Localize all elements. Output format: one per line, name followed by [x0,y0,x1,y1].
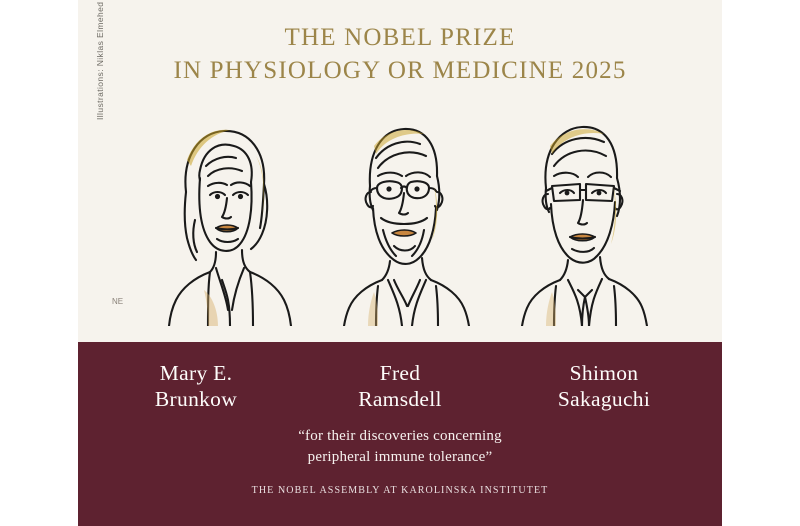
portrait-mary-brunkow [138,100,306,326]
laureate-name-1-line-2: Brunkow [154,387,238,412]
illustration-panel [78,0,722,342]
laureate-name-1-line-1: Mary E. [159,361,233,385]
motivation-line-1: “for their discoveries concerning [298,428,502,445]
laureate-name-2-line-2: Ramsdell [358,387,442,412]
laureate-name-1 [101,360,291,412]
laureate-names [78,342,722,412]
laureate-name-3-line-2: Sakaguchi [557,387,651,412]
portrait-fred-ramsdell [316,100,484,326]
motivation-line-2: peripheral immune tolerance” [307,449,493,466]
illustration-credit: Illustrations: Niklas Elmehed [95,1,105,120]
prize-motivation [78,426,722,467]
title-line-2: IN PHYSIOLOGY OR MEDICINE 2025 [173,57,627,85]
nobel-prize-poster [78,0,722,526]
laureate-name-3 [509,360,699,412]
laureates-banner [78,342,722,526]
portrait-shimon-sakaguchi [494,100,662,326]
laureate-portraits [78,96,722,326]
artist-signature: NE [112,297,124,306]
poster-title [78,22,722,87]
laureate-name-2-line-1: Fred [379,361,421,385]
title-line-1: THE NOBEL PRIZE [284,24,516,51]
laureate-name-3-line-1: Shimon [569,361,639,385]
awarding-institution: THE NOBEL ASSEMBLY AT KAROLINSKA INSTITUTET [251,484,549,496]
laureate-name-2 [305,360,495,412]
